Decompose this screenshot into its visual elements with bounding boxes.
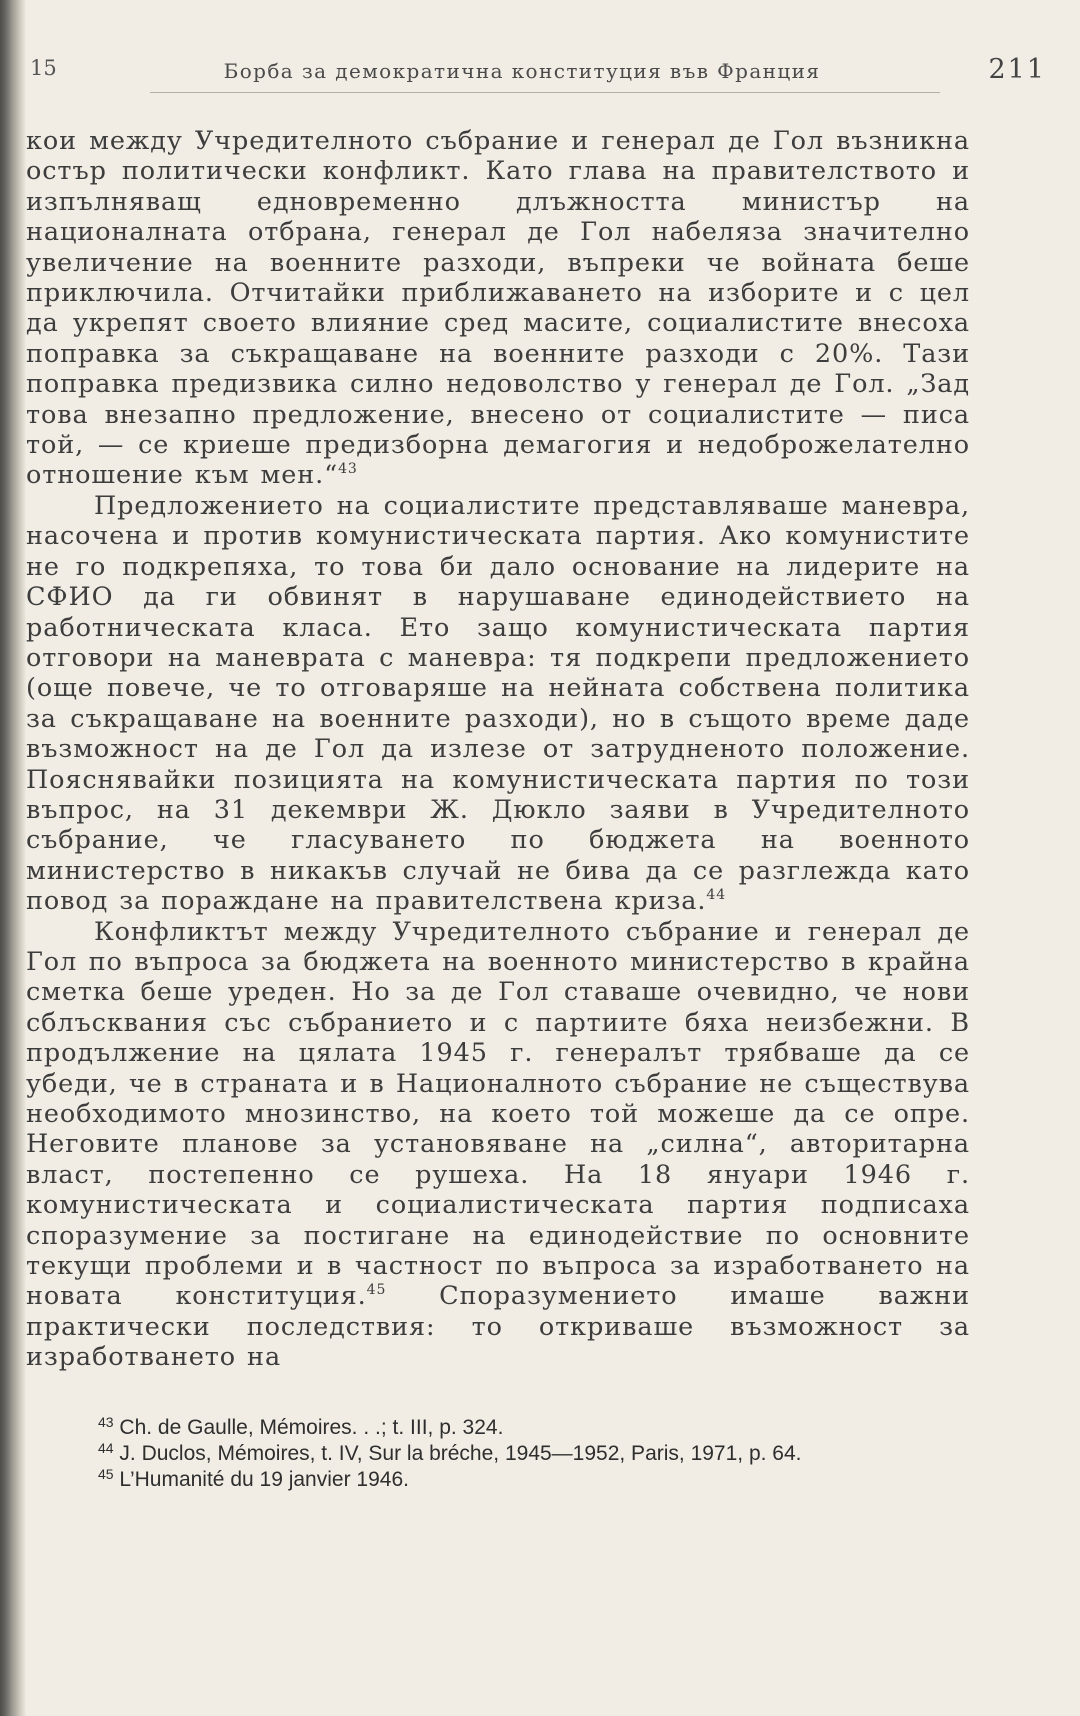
running-title: Борба за демократична конституция във Франция [223,59,821,83]
paragraph-3 [26,917,970,1373]
footnotes [26,1415,976,1493]
footnote-ref-43: 43 [338,461,358,478]
footnote-45 [26,1467,976,1493]
footnote-ref-45: 45 [366,1282,387,1299]
footnote-text: Ch. de Gaulle, Mémoires. . .; t. III, p. 324. [119,1416,504,1439]
page-number: 211 [988,54,1046,85]
paragraph-2 [26,491,970,917]
footnote-mark: 43 [98,1414,114,1430]
footnote-text: L’Humanité du 19 janvier 1946. [119,1468,409,1491]
footnote-mark: 44 [98,1440,114,1456]
footnote-43 [26,1415,976,1441]
paragraph-3-text: Конфликтът между Учредителното събрание и генерал де Гол по въпроса за бюджета на военното министерство в крайна сметка беше уреден. Но за де Гол ставаше очевидно, че нови сблъсквания със събранието и с партиите бяха неизбежни. В продължение на цялата 1945 г. генералът трябваше да се убеди, че в страната и в Националното събрание не съществува необходимото мнозинство, на което той можеше да се опре. Неговите планове за установяване на „силна“, авторитарна власт, постепенно се рушеха. На 18 януари 1946 г. комунистическата и социалистическата партия подписаха споразумение за постигане на единодействие по основните текущи проблеми и в частност по въпроса за изработването на новата конституция. [26,916,970,1312]
paragraph-1 [26,126,970,491]
paragraph-3-text-continued: Споразумението имаше важни практически последствия: то откриваше възможност за изработването на [26,1281,970,1373]
footnote-ref-44: 44 [706,887,727,904]
header-rule [150,92,940,93]
footnote-mark: 45 [98,1466,114,1482]
body-text [26,126,970,1373]
paragraph-1-text: кои между Учредителното събрание и генерал де Гол възникна остър политически конфликт. Като глава на правителството и изпълняващ едновременно длъжността министър на националната отбрана, генерал де Гол набеляза значително увеличение на военните разходи, въпреки че войната беше приключила. Отчитайки приближаването на изборите и с цел да укрепят своето влияние сред масите, социалистите внесоха поправка за съкращаване на военните разходи с 20%. Тази поправка предизвика силно недоволство у генерал де Гол. „Зад това внезапно предложение, внесено от социалистите — писа той, — се криеше предизборна демагогия и недоброжелателно отношение към мен.“ [26,126,970,491]
paragraph-2-text: Предложението на социалистите представляваше маневра, насочена и против комунистическата партия. Ако комунистите не го подкрепяха, то това би дало основание на лидерите на СФИО да ги обвинят в нарушаване единодействието на работническата класа. Ето защо комунистическата партия отговори на маневрата с маневра: тя подкрепи предложението (още повече, че то отговаряше на нейната собствена политика за съкращаване на военните разходи), но в същото време даде възможност на де Гол да излезе от затрудненото положение. Пояснявайки позицията на комунистическата партия по този въпрос, на 31 декември Ж. Дюкло заяви в Учредителното събрание, че гласуването по бюджета на военното министерство в никакъв случай не бива да се разглежда като повод за пораждане на правителствена криза. [26,490,970,917]
signature-mark: 15 [30,56,57,80]
footnote-44 [26,1441,976,1467]
page-header [30,50,1078,90]
footnote-text: J. Duclos, Mémoires, t. IV, Sur la bréche, 1945—1952, Paris, 1971, p. 64. [119,1442,802,1465]
